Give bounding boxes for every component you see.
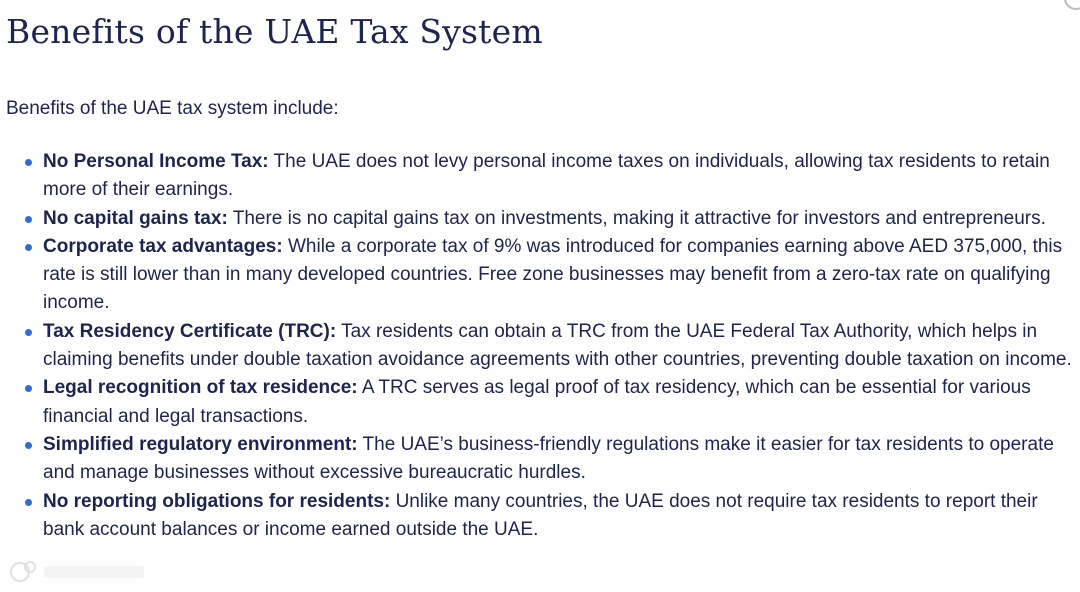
benefit-term: No reporting obligations for residents:	[43, 490, 391, 512]
list-item-tax-residency-certificate	[6, 318, 1072, 375]
bullet-icon	[25, 329, 32, 336]
bullet-icon	[25, 216, 32, 223]
benefit-text: Unlike many countries, the UAE does not require tax residents to report their bank account balances or income earned outside the UAE.	[43, 490, 1038, 540]
watermark-logo-icon	[8, 560, 148, 584]
benefit-term: Legal recognition of tax residence:	[43, 377, 358, 399]
benefit-term: No capital gains tax:	[43, 207, 228, 229]
benefit-term: Tax Residency Certificate (TRC):	[43, 320, 337, 342]
section-heading: Benefits of the UAE Tax System	[6, 12, 543, 51]
bullet-icon	[25, 442, 32, 449]
benefit-text: There is no capital gains tax on investments, making it attractive for investors and entrepreneurs.	[227, 207, 1046, 229]
intro-paragraph: Benefits of the UAE tax system include:	[6, 98, 339, 119]
list-item-no-personal-income-tax	[6, 148, 1072, 205]
corner-decoration	[1064, 0, 1080, 10]
article-section	[6, 10, 1072, 544]
list-item-no-capital-gains-tax	[6, 205, 1072, 233]
benefit-text: The UAE does not levy personal income taxes on individuals, allowing tax residents to retain more of their earnings.	[43, 151, 1050, 201]
benefit-text: While a corporate tax of 9% was introduced for companies earning above AED 375,000, this rate is still lower than in many developed countries. Free zone businesses may benefit from a zero-tax rate on qualifying income.	[43, 235, 1063, 314]
list-item-legal-recognition	[6, 374, 1072, 431]
benefit-term: Corporate tax advantages:	[43, 235, 283, 257]
benefits-list	[6, 148, 1072, 544]
bullet-icon	[25, 499, 32, 506]
bullet-icon	[25, 159, 32, 166]
benefit-term: No Personal Income Tax:	[43, 151, 269, 172]
bullet-icon	[25, 244, 32, 251]
list-item-corporate-tax-advantages	[6, 233, 1072, 318]
bullet-icon	[25, 385, 32, 392]
list-item-simplified-regulatory-environment	[6, 431, 1072, 488]
benefit-text: The UAE’s business-friendly regulations make it easier for tax residents to operate and manage businesses without excessive bureaucratic hurdles.	[43, 433, 1054, 484]
list-item-no-reporting-obligations	[6, 488, 1072, 545]
benefit-term: Simplified regulatory environment:	[43, 433, 358, 455]
benefit-text: A TRC serves as legal proof of tax residency, which can be essential for various financial and legal transactions.	[43, 377, 1031, 427]
benefit-text: Tax residents can obtain a TRC from the UAE Federal Tax Authority, which helps in claiming benefits under double taxation avoidance agreements with other countries, preventing double taxation on income.	[43, 320, 1072, 371]
